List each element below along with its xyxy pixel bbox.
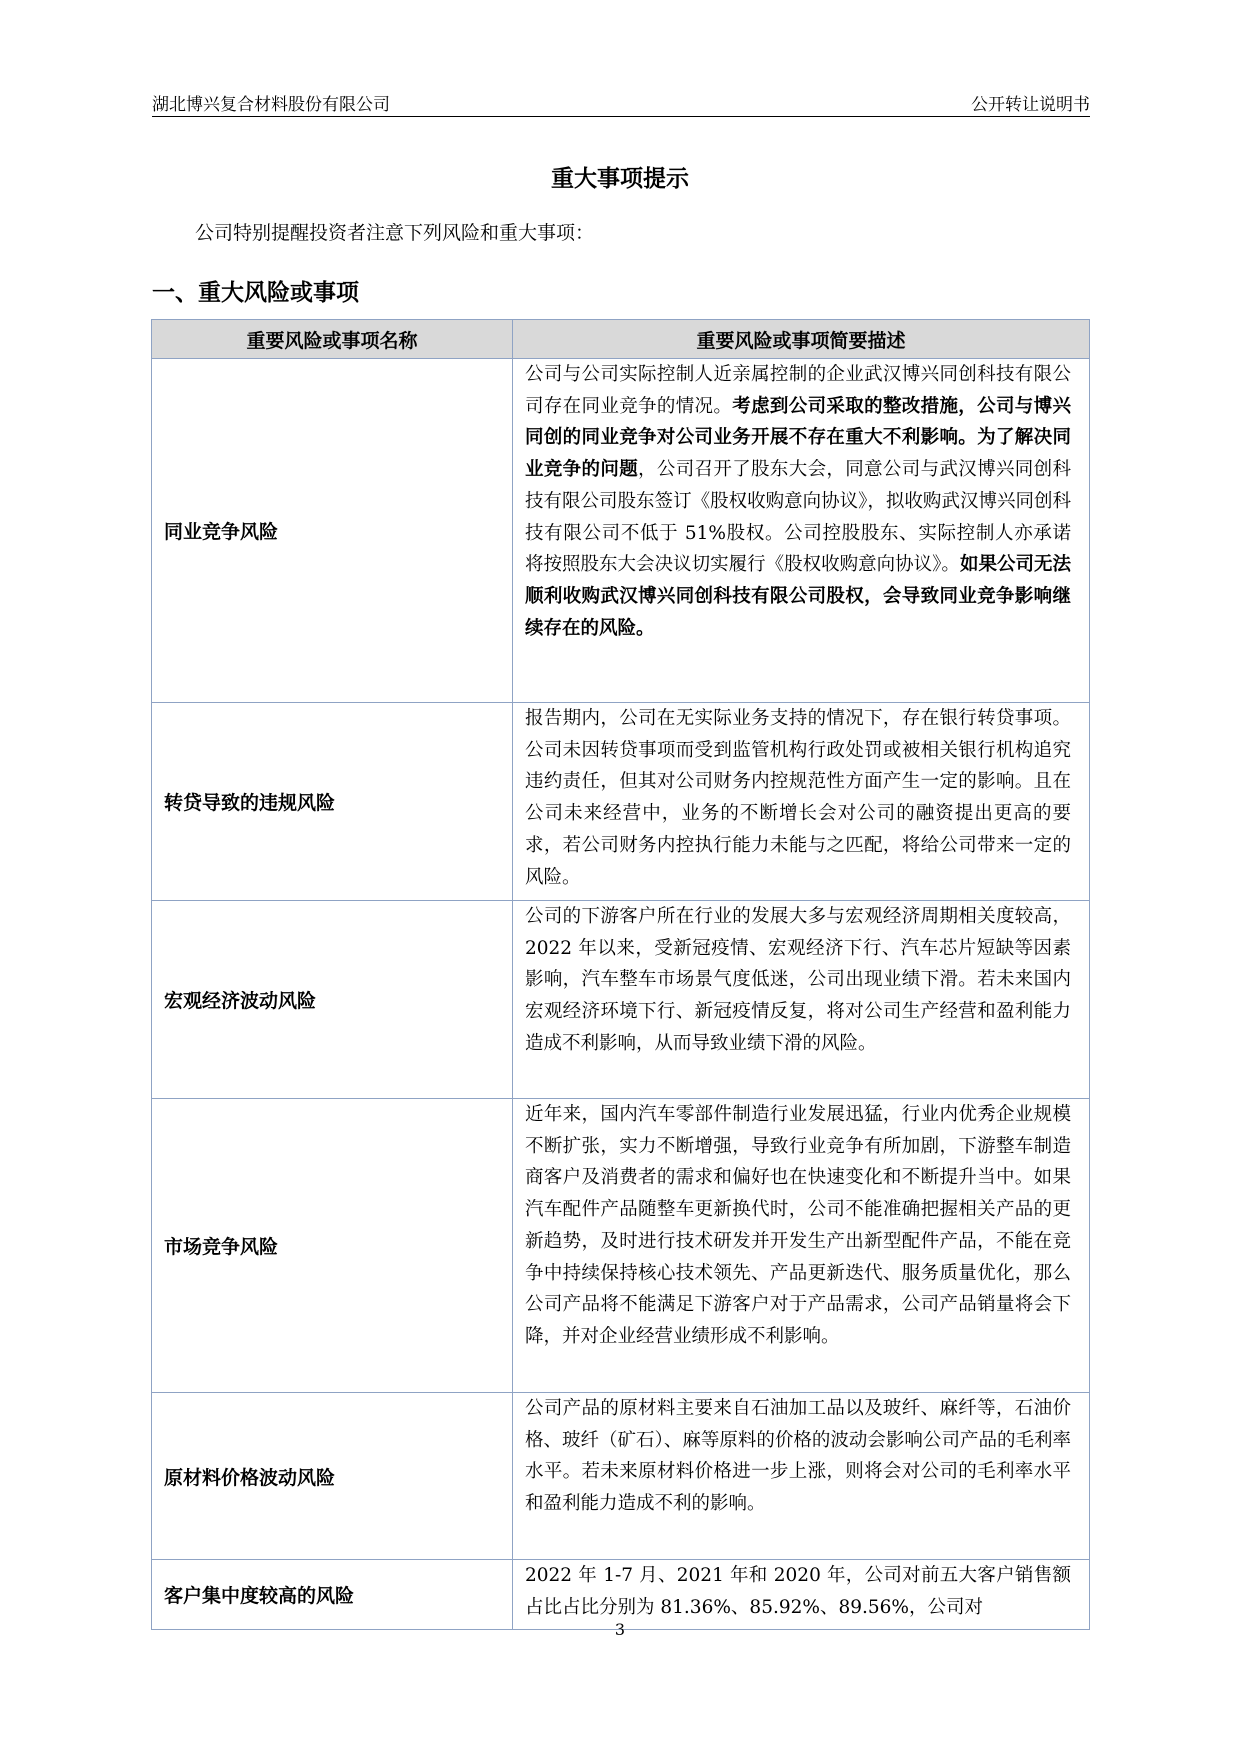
description-text: ，公司召开了股东大会，同意公司与武汉博兴同创科技有限公司股东签订《股权收购意向协议》，拟收购武汉博兴同创科技有限公司不低于 51%股权。公司控股股东、实际控制人亦承诺将按照股东大会决议切实履行《股权收购意向协议》。 <box>525 459 1071 576</box>
description-text: 公司与公司实际控制人近亲属控制的企业武汉博兴同创科技有限公司存在同业竞争的情况。 <box>525 364 1071 417</box>
risk-description <box>513 1393 1090 1560</box>
table-row <box>152 1393 1090 1560</box>
table-header-row <box>152 320 1090 359</box>
description-text: 近年来，国内汽车零部件制造行业发展迅猛，行业内优秀企业规模不断扩张，实力不断增强，导致行业竞争有所加剧，下游整车制造商客户及消费者的需求和偏好也在快速变化和不断提升当中。如果汽车配件产品随整车更新换代时，公司不能准确把握相关产品的更新趋势，及时进行技术研发并开发生产出新型配件产品，不能在竞争中持续保持核心技术领先、产品更新迭代、服务质量优化，那么公司产品将不能满足下游客户对于产品需求，公司产品销量将会下降，并对企业经营业绩形成不利影响。 <box>525 1104 1071 1347</box>
risk-description <box>513 359 1090 703</box>
table-row <box>152 901 1090 1099</box>
risk-description <box>513 901 1090 1099</box>
page-number: 3 <box>614 1620 626 1639</box>
section-heading: 一、重大风险或事项 <box>152 280 359 306</box>
page-header <box>152 86 1090 117</box>
table-row <box>152 1099 1090 1393</box>
risk-name: 客户集中度较高的风险 <box>152 1560 513 1630</box>
risk-name: 转贷导致的违规风险 <box>152 703 513 901</box>
emphasized-text: 考虑到公司采取的整改措施，公司与博兴同创的同业竞争对公司业务开展不存在重大不利影响。为了解决同业竞争的问题 <box>525 395 1071 481</box>
risk-description <box>513 1099 1090 1393</box>
description-text: 公司的下游客户所在行业的发展大多与宏观经济周期相关度较高，2022 年以来，受新冠疫情、宏观经济下行、汽车芯片短缺等因素影响，汽车整车市场景气度低迷，公司出现业绩下滑。若未来国内宏观经济环境下行、新冠疫情反复，将对公司生产经营和盈利能力造成不利影响，从而导致业绩下滑的风险。 <box>525 906 1071 1054</box>
intro-paragraph: 公司特别提醒投资者注意下列风险和重大事项： <box>195 222 595 244</box>
header-company-name: 湖北博兴复合材料股份有限公司 <box>152 95 390 115</box>
table-row <box>152 703 1090 901</box>
risk-table <box>151 319 1090 1630</box>
description-text: 公司产品的原材料主要来自石油加工品以及玻纤、麻纤等，石油价格、玻纤（矿石）、麻等原料的价格的波动会影响公司产品的毛利率水平。若未来原材料价格进一步上涨，则将会对公司的毛利率水平和盈利能力造成不利的影响。 <box>525 1398 1071 1515</box>
risk-name: 原材料价格波动风险 <box>152 1393 513 1560</box>
description-text: 报告期内，公司在无实际业务支持的情况下，存在银行转贷事项。公司未因转贷事项而受到监管机构行政处罚或被相关银行机构追究违约责任，但其对公司财务内控规范性方面产生一定的影响。且在公司未来经营中，业务的不断增长会对公司的融资提出更高的要求，若公司财务内控执行能力未能与之匹配，将给公司带来一定的风险。 <box>525 708 1071 888</box>
table-row <box>152 359 1090 703</box>
risk-name: 同业竞争风险 <box>152 359 513 703</box>
header-document-type: 公开转让说明书 <box>971 95 1090 115</box>
header-risk-name: 重要风险或事项名称 <box>152 320 513 359</box>
risk-description <box>513 1560 1090 1630</box>
header-risk-description: 重要风险或事项简要描述 <box>513 320 1090 359</box>
risk-description <box>513 703 1090 901</box>
risk-name: 市场竞争风险 <box>152 1099 513 1393</box>
description-text: 2022 年 1-7 月、2021 年和 2020 年，公司对前五大客户销售额占比占比分别为 81.36%、85.92%、89.56%，公司对 <box>525 1565 1071 1618</box>
table-row <box>152 1560 1090 1630</box>
document-title: 重大事项提示 <box>551 165 689 192</box>
risk-name: 宏观经济波动风险 <box>152 901 513 1099</box>
emphasized-text: 如果公司无法顺利收购武汉博兴同创科技有限公司股权，会导致同业竞争影响继续存在的风险。 <box>525 554 1071 639</box>
